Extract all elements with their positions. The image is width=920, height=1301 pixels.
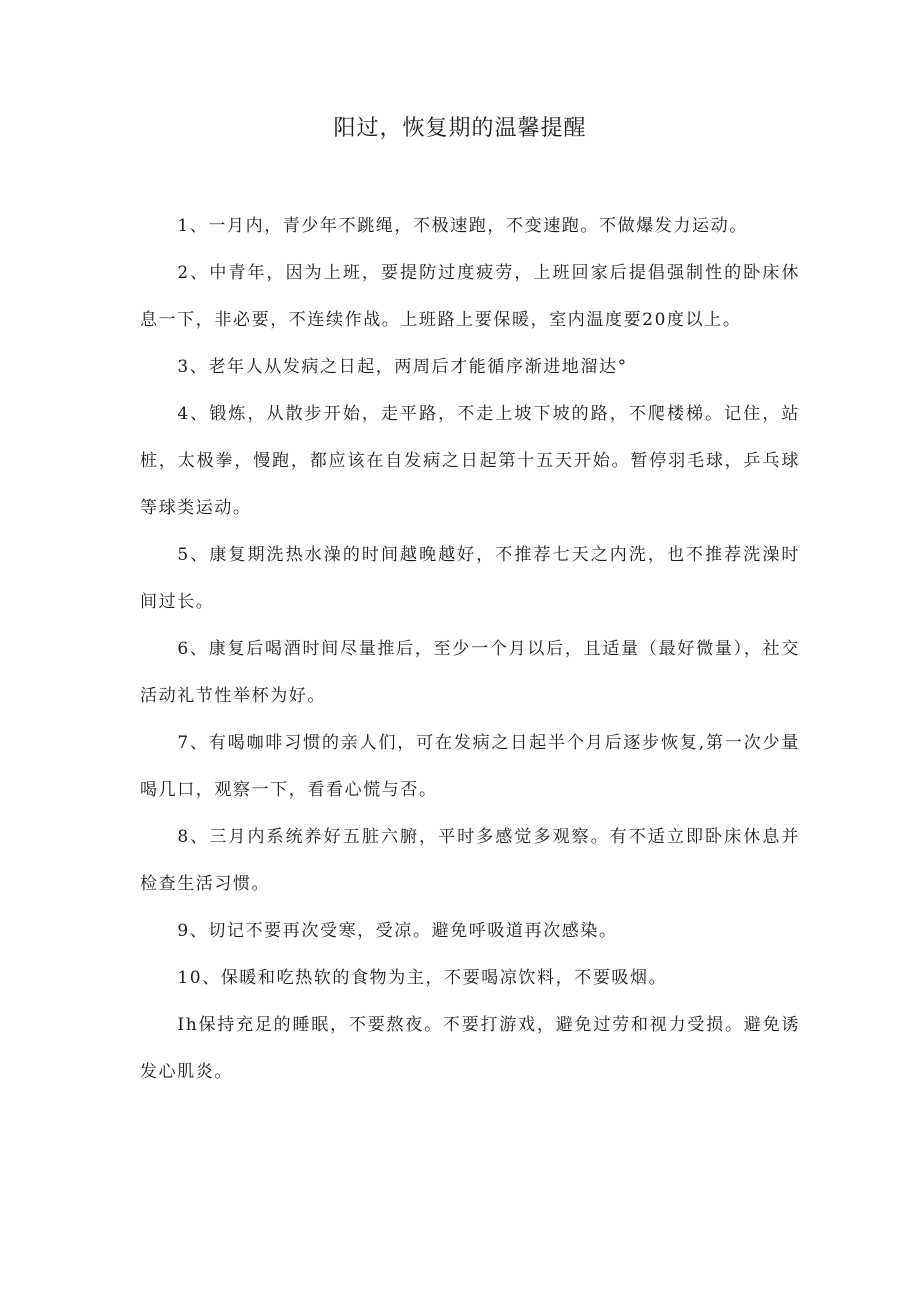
paragraph-item-3: 3、老年人从发病之日起，两周后才能循序渐进地溜达°: [177, 357, 628, 377]
paragraph-item-8: 8、三月内系统养好五脏六腑，平时多感觉多观察。有不适立即卧床休息并检查生活习惯。: [140, 827, 800, 894]
paragraph-item-5: 5、康复期洗热水澡的时间越晚越好，不推荐七天之内洗，也不推荐洗澡时间过长。: [140, 545, 800, 612]
document-title: 阳过，恢复期的温馨提醒: [333, 116, 587, 141]
paragraph-item-11: Ih保持充足的睡眠，不要熬夜。不要打游戏，避免过劳和视力受损。避免诱发心肌炎。: [140, 1015, 800, 1082]
paragraph-item-2: 2、中青年，因为上班，要提防过度疲劳，上班回家后提倡强制性的卧床休息一下，非必要，不连续作战。上班路上要保暖，室内温度要20度以上。: [140, 263, 800, 330]
paragraph-item-6: 6、康复后喝酒时间尽量推后，至少一个月以后，且适量（最好微量），社交活动礼节性举杯为好。: [140, 639, 800, 706]
paragraph-item-1: 1、一月内，青少年不跳绳，不极速跑，不变速跑。不做爆发力运动。: [177, 216, 748, 236]
paragraph-item-4: 4、锻炼，从散步开始，走平路，不走上坡下坡的路，不爬楼梯。记住，站桩，太极拳，慢跑，都应该在自发病之日起第十五天开始。暂停羽毛球，乒乓球等球类运动。: [140, 404, 800, 518]
paragraph-item-10: 10、保暖和吃热软的食物为主，不要喝凉饮料，不要吸烟。: [177, 968, 668, 988]
paragraph-item-9: 9、切记不要再次受寒，受凉。避免呼吸道再次感染。: [177, 921, 618, 941]
document-body: [140, 203, 800, 1096]
paragraph-item-7: 7、有喝咖啡习惯的亲人们，可在发病之日起半个月后逐步恢复,第一次少量喝几口，观察一下，看看心慌与否。: [140, 733, 800, 800]
